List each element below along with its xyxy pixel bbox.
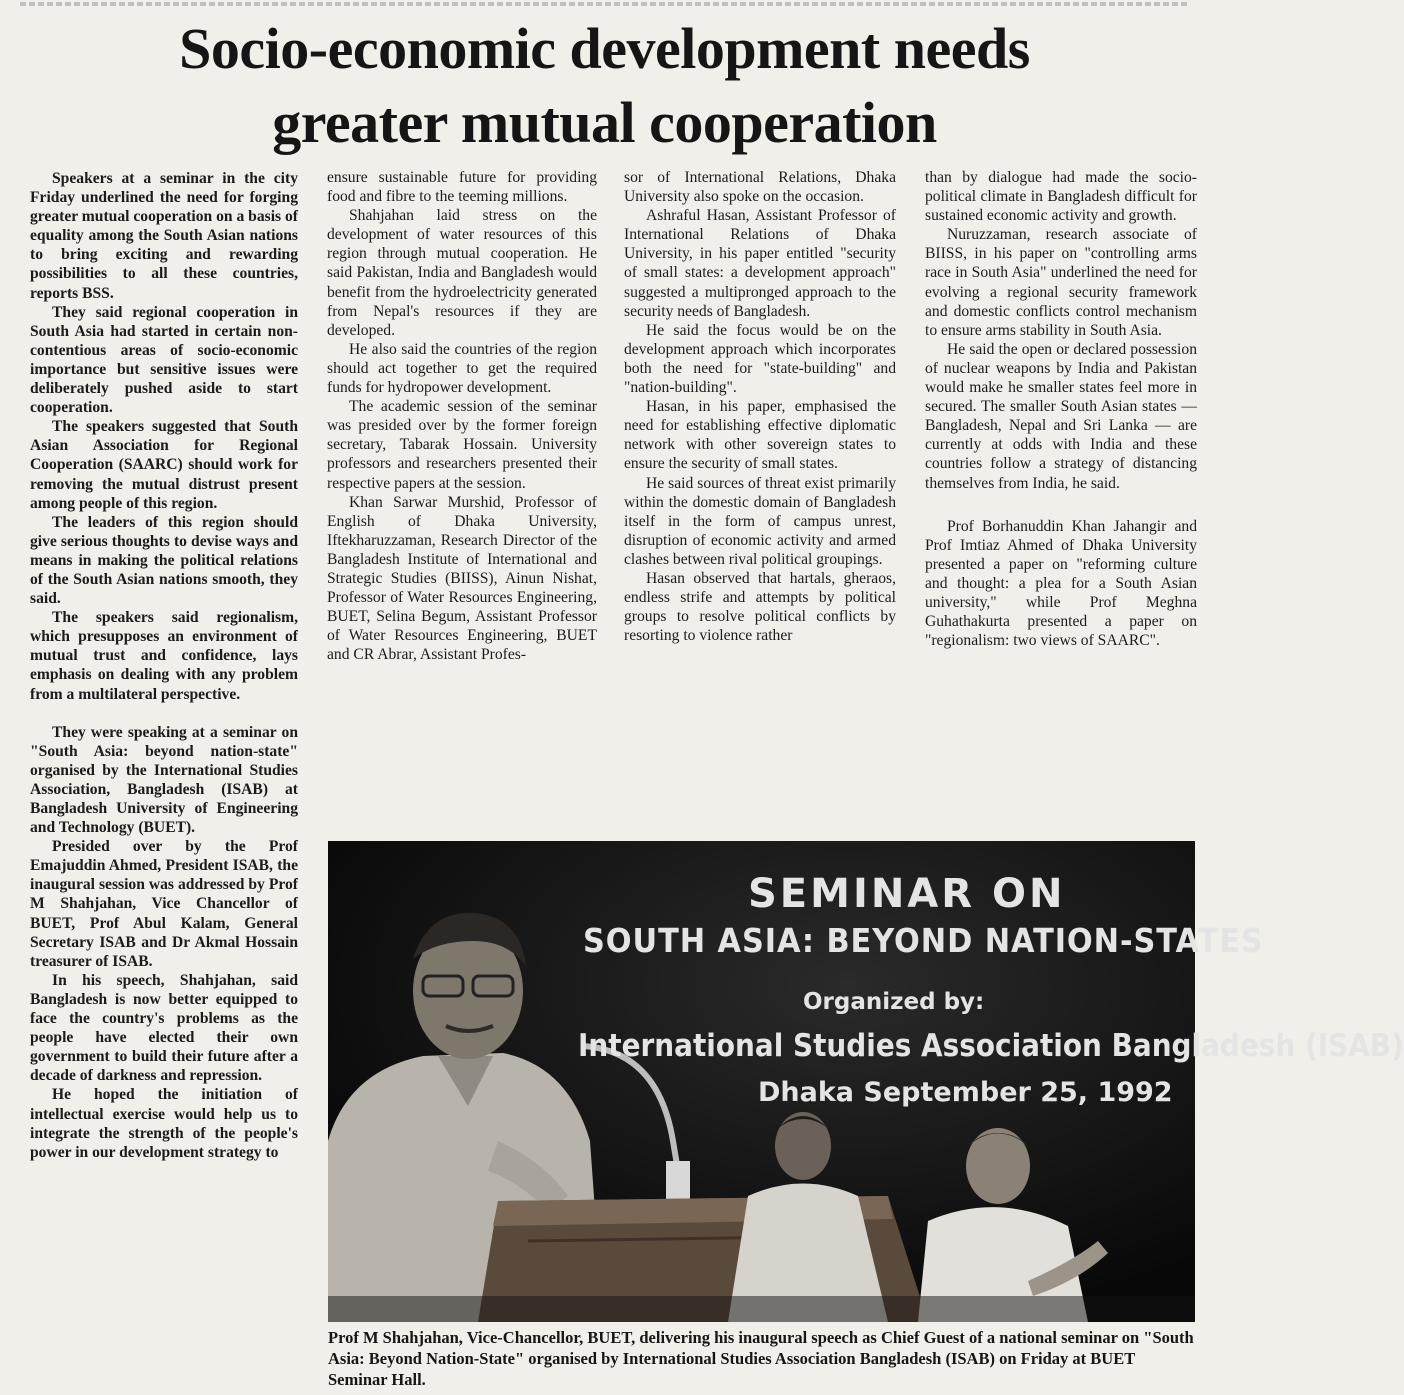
photo-caption: Prof M Shahjahan, Vice-Chancellor, BUET, delivering his inaugural speech as Chief Guest of a national seminar on "South Asia: Beyond Nation-State" organised by International Studies Association Bangladesh (ISAB) on Friday at BUET Seminar Hall.: [328, 1328, 1194, 1389]
paragraph: The speakers said regionalism, which presupposes an environment of mutual trust and confidence, lays emphasis on dealing with any problem from a multilateral perspective.: [30, 609, 298, 703]
paragraph: The speakers suggested that South Asian Association for Regional Cooperation (SAARC) should work for removing the mutual distrust present among people of this region.: [30, 418, 298, 512]
headline: [0, 12, 1209, 160]
seminar-photo: [328, 841, 1404, 1322]
banner-organizer: International Studies Association Bangladesh (ISAB): [578, 1028, 1404, 1064]
paragraph: In his speech, Shahjahan, said Bangladesh is now better equipped to face the country's problems as the people have elected their own government to build their future after a decade of darkness and repression.: [30, 971, 298, 1085]
paragraph: Prof Borhanuddin Khan Jahangir and Prof Imtiaz Ahmed of Dhaka University presented a paper on "reforming culture and thought: a plea for a South Asian university," while Prof Meghna Guhathakurta presented a paper on "regionalism: two views of SAARC".: [925, 517, 1197, 650]
paragraph: than by dialogue had made the socio-political climate in Bangladesh difficult for sustained economic activity and growth.: [925, 169, 1197, 225]
headline-line-1: Socio-economic development needs: [179, 16, 1030, 81]
paragraph: Hasan observed that hartals, gheraos, endless strife and attempts by political groups to resolve political conflicts by resorting to violence rather: [624, 569, 896, 645]
paragraph: They said regional cooperation in South Asia had started in certain non-contentious areas of socio-economic importance but sensitive issues were deliberately pushed aside to start cooperation.: [30, 303, 298, 417]
paragraph: sor of International Relations, Dhaka University also spoke on the occasion.: [624, 169, 896, 206]
paragraph: ensure sustainable future for providing food and fibre to the teeming millions.: [327, 169, 597, 206]
paragraph: He said sources of threat exist primarily within the domestic domain of Bangladesh itself in the form of campus unrest, disruption of economic activity and armed clashes between rival political groupings.: [624, 474, 896, 568]
paragraph: Khan Sarwar Murshid, Professor of English of Dhaka University, Iftekharuzzaman, Research Director of the Bangladesh Institute of International and Strategic Studies (BIISS), Ainun Nishat, Professor of Water Resources Engineering, BUET, Selina Begum, Assistant Professor of Water Resources Engineering, BUET and CR Abrar, Assistant Profes-: [327, 493, 597, 664]
paragraph: The leaders of this region should give serious thoughts to devise ways and means in making the political relations of the South Asian nations smooth, they said.: [30, 513, 298, 608]
paragraph: Shahjahan laid stress on the development of water resources of this region through mutual cooperation. He said Pakistan, India and Bangladesh would benefit from the hydroelectricity generated from Nepal's resources if they are developed.: [327, 207, 597, 339]
paragraph: Speakers at a seminar in the city Friday underlined the need for forging greater mutual cooperation on a basis of equality among the South Asian nations to bring exciting and rewarding possibilities to all these countries, reports BSS.: [30, 170, 298, 302]
paragraph: He also said the countries of the region should act together to get the required funds for hydropower development.: [327, 340, 597, 397]
article-column-3: [624, 168, 896, 645]
article-column-2: [327, 168, 597, 664]
paragraph: He hoped the initiation of intellectual exercise would help us to integrate the strength of the people's power in our development strategy to: [30, 1086, 298, 1161]
paragraph: The academic session of the seminar was presided over by the former foreign secretary, Tabarak Hossain. University professors and researchers presented their respective papers at the session.: [327, 398, 597, 492]
banner-organized-by: Organized by:: [803, 989, 985, 1015]
paragraph: He said the open or declared possession of nuclear weapons by India and Pakistan would make he smaller states feel more in secured. The smaller South Asian states — Bangladesh, Nepal and Sri Lanka — are currently at odds with India and these countries follow a strategy of distancing themselves from India, he said.: [925, 340, 1197, 492]
page-top-rule: [20, 2, 1189, 6]
banner-title: SEMINAR ON: [748, 871, 1066, 917]
banner-subtitle: SOUTH ASIA: BEYOND NATION-STATES: [583, 921, 1264, 960]
article-column-1: [30, 169, 298, 1162]
paragraph: He said the focus would be on the development approach which incorporates both the need for "state-building" and "nation-building".: [624, 321, 896, 397]
banner-date: Dhaka September 25, 1992: [758, 1077, 1173, 1108]
paragraph: Presided over by the Prof Emajuddin Ahmed, President ISAB, the inaugural session was addressed by Prof M Shahjahan, Vice Chancellor of BUET, Prof Abul Kalam, General Secretary ISAB and Dr Akmal Hossain treasurer of ISAB.: [30, 838, 298, 970]
paragraph: Hasan, in his paper, emphasised the need for establishing effective diplomatic network with other sovereign states to ensure the security of small states.: [624, 398, 896, 473]
paragraph: Nuruzzaman, research associate of BIISS, in his paper on "controlling arms race in South Asia" underlined the need for evolving a regional security framework and domestic conflicts control mechanism to ensure arms stability in South Asia.: [925, 226, 1197, 339]
article-column-4: [925, 168, 1197, 650]
headline-line-2: greater mutual cooperation: [272, 90, 937, 155]
paragraph: They were speaking at a seminar on "South Asia: beyond nation-state" organised by the International Studies Association, Bangladesh (ISAB) at Bangladesh University of Engineering and Technology (BUET).: [30, 723, 298, 837]
paragraph: Ashraful Hasan, Assistant Professor of International Relations of Dhaka University, in his paper entitled "security of small states: a development approach" suggested a multipronged approach to the security needs of Bangladesh.: [624, 207, 896, 320]
